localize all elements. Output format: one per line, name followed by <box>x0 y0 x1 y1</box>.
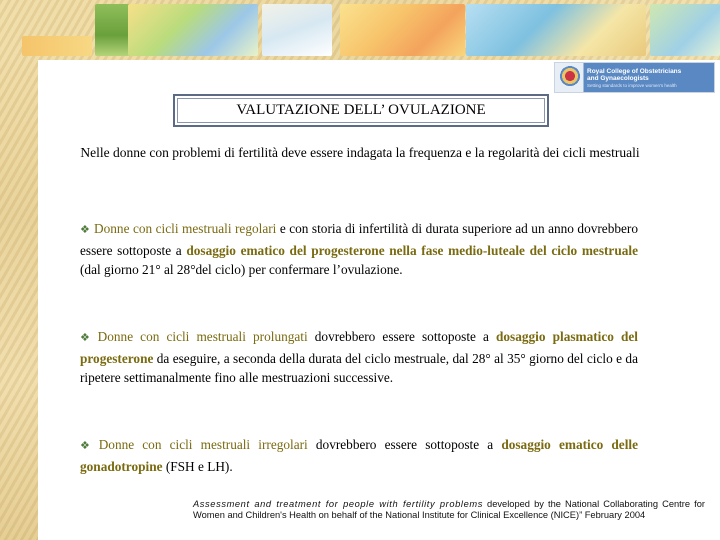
bullet-paragraph <box>80 435 638 476</box>
body-text: (FSH e LH). <box>162 458 233 474</box>
body-text: e con storia di infertilità di durata superiore ad un anno dovrebbero essere sottoposte a <box>80 221 638 258</box>
logo-text: Royal College of Obstetricians and Gynaecologists Setting standards to improve women's health <box>587 67 682 88</box>
banner-image <box>262 4 332 56</box>
banner-image <box>650 4 720 56</box>
slide-title <box>173 94 549 127</box>
banner-image <box>466 4 646 56</box>
diamond-bullet-icon: ❖ <box>80 332 94 344</box>
body-text: da eseguire, a seconda della durata del ciclo mestruale, dal 28° al 35° giorno del ciclo e da ripetere settimanalmente fino alle mestruazioni successive. <box>80 350 638 386</box>
body-text: (dal giorno 21° al 28°del ciclo) per confermare l’ovulazione. <box>80 262 403 278</box>
highlight-text: dosaggio ematico del progesterone nella fase medio-luteale del ciclo mestruale <box>186 242 638 258</box>
highlight-text: dosaggio plasmatico del progesterone <box>80 329 639 366</box>
decorative-left-strip <box>0 0 38 540</box>
decorative-top-banner <box>0 0 720 60</box>
body-text: dovrebbero essere sottoposte a <box>307 437 502 452</box>
footnote-text: developed by the National Collaborating Centre for Women and Children's Health on behalf of the National Institute for Clinical Excellence (NICE)” February 2004 <box>193 499 705 520</box>
crest-icon <box>557 63 583 92</box>
highlight-text: Donne con cicli mestruali regolari <box>94 221 277 236</box>
body-text: dovrebbero essere sottoposte a <box>307 329 497 344</box>
diamond-bullet-icon: ❖ <box>80 440 95 452</box>
highlight-text: Donne con cicli mestruali irregolari <box>98 437 308 452</box>
rcog-logo <box>554 62 715 93</box>
highlight-text: Donne con cicli mestruali prolungati <box>97 329 308 344</box>
bullet-paragraph <box>80 219 638 280</box>
slide-subtitle: Nelle donne con problemi di fertilità deve essere indagata la frequenza e la regolarità dei cicli mestruali <box>80 145 640 160</box>
banner-image <box>128 4 258 56</box>
bullet-paragraph <box>80 327 638 388</box>
banner-image <box>340 4 465 56</box>
banner-image <box>22 36 92 56</box>
diamond-bullet-icon: ❖ <box>80 224 91 236</box>
highlight-text: dosaggio ematico delle gonadotropine <box>80 437 639 474</box>
source-footnote <box>193 499 705 521</box>
slide-title-text: VALUTAZIONE DELL’ OVULAZIONE <box>236 102 486 118</box>
footnote-title: Assessment and treatment for people with fertility problems <box>193 499 483 509</box>
